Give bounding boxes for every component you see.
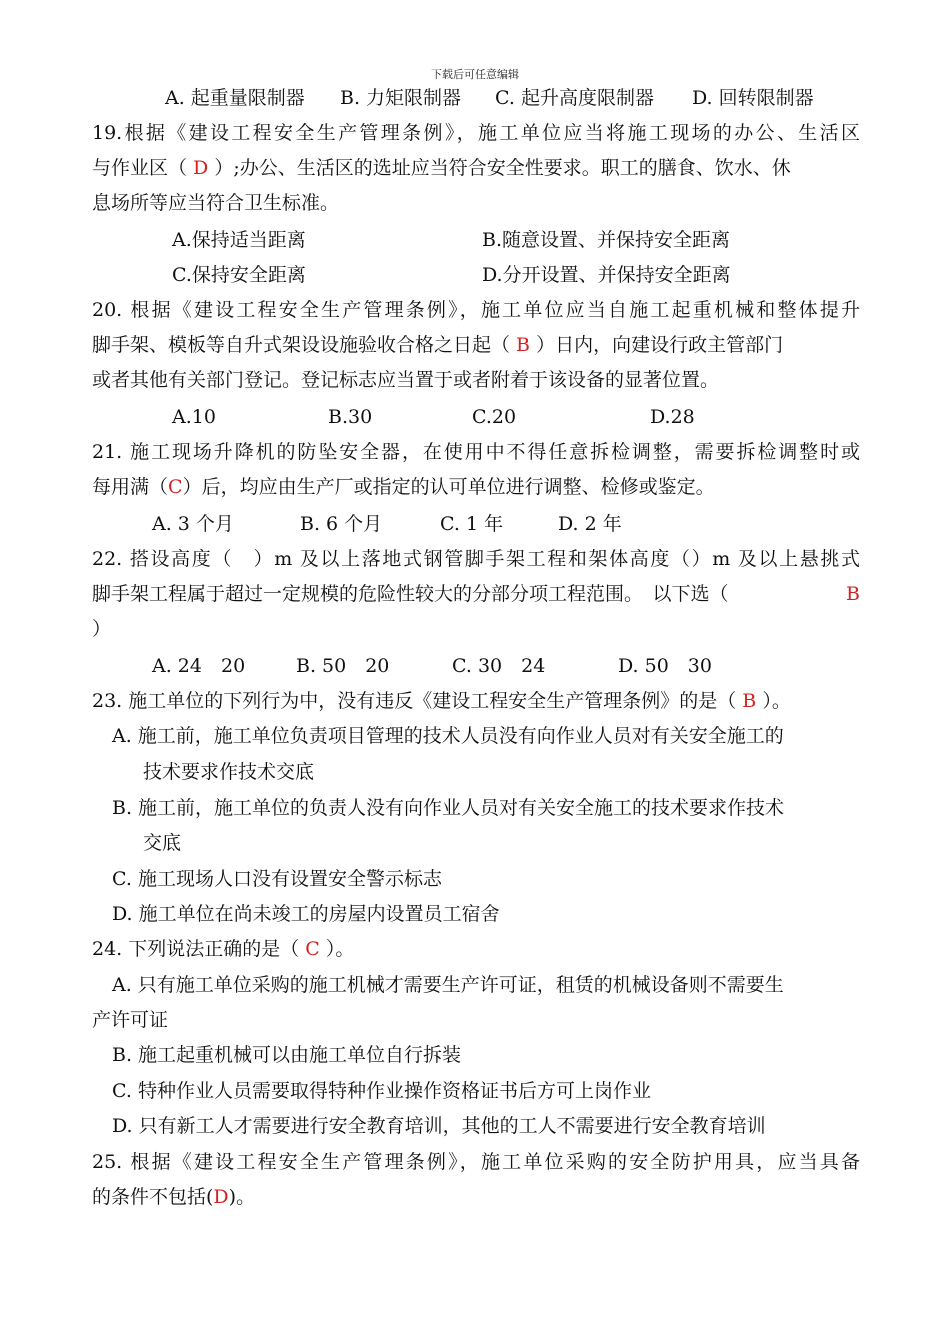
q22-answer: B <box>846 583 860 605</box>
q21-line-2: 每用满（C）后，均应由生产厂或指定的认可单位进行调整、检修或鉴定。 <box>92 476 715 498</box>
q22-line-2: 脚手架工程属于超过一定规模的危险性较大的分部分项工程范围。 以下选（ <box>92 583 729 605</box>
q20-answer: B <box>510 334 537 356</box>
q20-line-2: 脚手架、模板等自升式架设设施验收合格之日起（ B ）日内，向建设行政主管部门 <box>92 334 784 356</box>
q24-option-b: B. 施工起重机械可以由施工单位自行拆装 <box>112 1044 462 1066</box>
q23-option-c: C. 施工现场人口没有设置安全警示标志 <box>112 868 442 890</box>
q19-line-1: 19.根据《建设工程安全生产管理条例》，施工单位应当将施工现场的办公、生活区 <box>92 122 860 144</box>
q24-line-1: 24. 下列说法正确的是（ C ）。 <box>92 938 355 960</box>
q23-answer: B <box>736 690 763 712</box>
q19-line-3: 息场所等应当符合卫生标准。 <box>92 192 340 214</box>
q21-option-d: D. 2 年 <box>558 513 622 535</box>
q18-option-d: D. 回转限制器 <box>692 87 814 109</box>
q18-option-c: C. 起升高度限制器 <box>495 87 654 109</box>
q19-answer: D <box>187 157 215 179</box>
q23-option-a-line-1: A. 施工前，施工单位负责项目管理的技术人员没有向作业人员对有关安全施工的 <box>112 725 784 747</box>
q20-line-3: 或者其他有关部门登记。登记标志应当置于或者附着于该设备的显著位置。 <box>92 369 720 391</box>
q23-option-b-line-1: B. 施工前，施工单位的负责人没有向作业人员对有关安全施工的技术要求作技术 <box>112 797 785 819</box>
q20-option-c: C.20 <box>472 406 517 428</box>
q20-option-a: A.10 <box>172 406 216 428</box>
q22-option-c: C. 30 24 <box>452 655 546 677</box>
q21-line-1: 21. 施工现场升降机的防坠安全器，在使用中不得任意拆检调整，需要拆检调整时或 <box>92 441 860 463</box>
q19-option-a: A.保持适当距离 <box>172 229 306 251</box>
q22-option-b: B. 50 20 <box>296 655 390 677</box>
q22-option-a: A. 24 20 <box>152 655 246 677</box>
q24-option-a-line-2: 产许可证 <box>92 1009 169 1031</box>
q24-option-d: D. 只有新工人才需要进行安全教育培训，其他的工人不需要进行安全教育培训 <box>112 1115 766 1137</box>
q18-option-a: A. 起重量限制器 <box>165 87 305 109</box>
q20-line-1: 20. 根据《建设工程安全生产管理条例》，施工单位应当自施工起重机械和整体提升 <box>92 299 860 321</box>
q23-option-a-line-2: 技术要求作技术交底 <box>143 761 315 783</box>
q24-answer: C <box>299 938 326 960</box>
q21-option-a: A. 3 个月 <box>152 513 234 535</box>
q25-line-2: 的条件不包括(D)。 <box>92 1186 256 1208</box>
q19-line-2: 与作业区（ D ）;办公、生活区的选址应当符合安全性要求。职工的膳食、饮水、休 <box>92 157 791 179</box>
q20-option-b: B.30 <box>328 406 373 428</box>
q20-option-d: D.28 <box>650 406 695 428</box>
q18-option-b: B. 力矩限制器 <box>340 87 462 109</box>
q21-option-b: B. 6 个月 <box>300 513 383 535</box>
q23-option-b-line-2: 交底 <box>143 832 182 854</box>
q19-option-d: D.分开设置、并保持安全距离 <box>482 264 731 286</box>
q23-option-d: D. 施工单位在尚未竣工的房屋内设置员工宿舍 <box>112 903 500 925</box>
q21-option-c: C. 1 年 <box>440 513 504 535</box>
q23-line-1: 23. 施工单位的下列行为中，没有违反《建设工程安全生产管理条例》的是（ B ）。 <box>92 690 791 712</box>
q25-answer: D <box>213 1186 229 1208</box>
page-header: 下载后可任意编辑 <box>431 68 519 81</box>
q24-option-c: C. 特种作业人员需要取得特种作业操作资格证书后方可上岗作业 <box>112 1080 651 1102</box>
q25-line-1: 25. 根据《建设工程安全生产管理条例》，施工单位采购的安全防护用具，应当具备 <box>92 1151 860 1173</box>
q24-option-a-line-1: A. 只有施工单位采购的施工机械才需要生产许可证，租赁的机械设备则不需要生 <box>112 974 784 996</box>
q19-option-c: C.保持安全距离 <box>172 264 306 286</box>
q22-option-d: D. 50 30 <box>618 655 712 677</box>
q19-option-b: B.随意设置、并保持安全距离 <box>482 229 731 251</box>
q22-line-3: ） <box>92 618 112 640</box>
q21-answer: C <box>168 476 183 498</box>
q22-line-1: 22. 搭设高度（ ）m 及以上落地式钢管脚手架工程和架体高度（）m 及以上悬挑式 <box>92 548 860 570</box>
